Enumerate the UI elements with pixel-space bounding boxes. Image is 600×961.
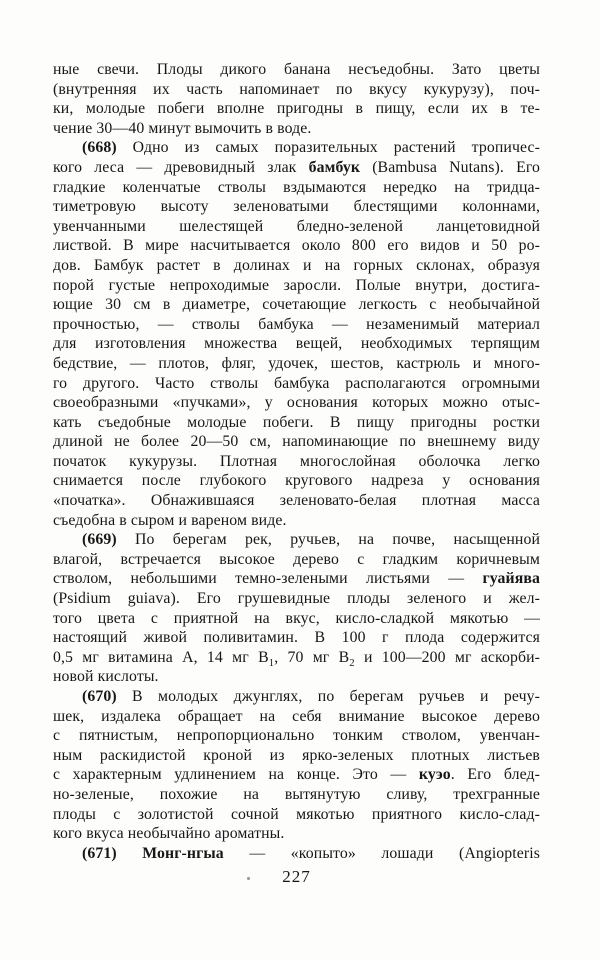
text-line xyxy=(53,707,540,727)
text-line xyxy=(53,628,540,648)
text-segment: го другого. Часто стволы бамбука располагаются огромными xyxy=(53,374,540,392)
text-line xyxy=(53,60,540,80)
text-segment: прочностью, — стволы бамбука — незаменимый материал xyxy=(53,315,540,333)
text-line xyxy=(53,413,540,433)
text-segment: но-зеленые, похожие на вытянутую сливу, трехгранные xyxy=(53,785,540,803)
subscript-text: 1 xyxy=(268,656,275,668)
text-line xyxy=(53,844,540,864)
text-line xyxy=(53,550,540,570)
text-segment: влагой, встречается высокое дерево с гладким коричневым xyxy=(53,550,540,568)
text-segment: листвой. В мире насчитывается около 800 его видов и 50 ро- xyxy=(53,237,540,255)
text-segment: съедобна в сыром и вареном виде. xyxy=(53,511,287,529)
text-line xyxy=(53,530,540,550)
bold-text: куэо xyxy=(418,766,451,784)
text-segment: , 70 мг В xyxy=(274,648,350,666)
text-segment: ющие 30 см в диаметре, сочетающие легкость с необычайной xyxy=(53,296,540,314)
text-line xyxy=(53,569,540,589)
subscript-text: 2 xyxy=(349,656,355,668)
text-segment: стволом, небольшими темно-зелеными листьями — xyxy=(53,570,483,588)
text-line xyxy=(53,276,540,296)
text-line xyxy=(53,471,540,491)
text-line xyxy=(53,491,540,511)
text-segment: гладкие коленчатые стволы вздымаются нередко на тридца- xyxy=(53,178,540,196)
text-line xyxy=(53,138,540,158)
text-line xyxy=(53,217,540,237)
text-line xyxy=(53,452,540,472)
text-segment: бедствие, — плотов, фляг, удочек, шестов, кастрюль и много- xyxy=(53,354,540,372)
text-line xyxy=(53,393,540,413)
bold-text: (671) Монг-нгыа xyxy=(82,844,224,862)
text-line xyxy=(53,785,540,805)
text-line xyxy=(53,726,540,746)
text-line xyxy=(53,648,540,668)
text-line xyxy=(53,334,540,354)
bold-text: бамбук xyxy=(308,158,361,176)
text-segment: для изготовления множества вещей, необходимых терпящим xyxy=(53,335,540,353)
text-segment: настоящий живой поливитамин. В 100 г плода содержится xyxy=(53,629,540,647)
text-segment: тиметровую высоту зеленоватыми блестящими колоннами, xyxy=(53,198,540,216)
bold-text: (670) xyxy=(82,688,133,705)
text-segment: (Psidium guiava). Его грушевидные плоды зеленого и жел- xyxy=(53,590,540,608)
text-line xyxy=(53,746,540,766)
text-line xyxy=(53,236,540,256)
text-segment: плоды с золотистой сочной мякотью приятного кисло-слад- xyxy=(53,805,540,823)
text-segment: с характерным удлинением на конце. Это — xyxy=(53,766,419,784)
text-segment: того цвета с приятной на вкус, кисло-сладкой мякотью — xyxy=(53,609,540,627)
text-segment: (внутренняя их часть напоминает по вкусу кукурузу), поч- xyxy=(53,80,540,98)
bold-text: гуайява xyxy=(482,570,540,588)
text-line xyxy=(53,687,540,707)
text-segment: Одно из самых поразительных растений тропичес- xyxy=(132,139,540,157)
text-segment: дов. Бамбук растет в долинах и на горных склонах, образуя xyxy=(53,256,540,274)
text-line xyxy=(53,178,540,198)
text-segment: порой густые непроходимые заросли. Полые внутри, достига- xyxy=(53,276,540,294)
text-segment: ным раскидистой кроной из ярко-зеленых плотных листьев xyxy=(53,746,540,764)
text-line xyxy=(53,99,540,119)
text-line xyxy=(53,80,540,100)
text-line xyxy=(53,354,540,374)
text-line xyxy=(53,256,540,276)
text-segment: кого вкуса необычайно ароматны. xyxy=(53,825,285,843)
text-segment: увенчанными шелестящей бледно-зеленой ланцетовидной xyxy=(53,217,540,235)
text-segment: и 100—200 мг аскорби- xyxy=(354,648,540,666)
text-block xyxy=(53,60,540,863)
text-segment: шек, издалека обращает на себя внимание высокое дерево xyxy=(53,707,540,725)
text-line xyxy=(53,765,540,785)
text-segment: чение 30—40 минут вымочить в воде. xyxy=(53,119,312,137)
text-line xyxy=(53,589,540,609)
text-segment: кать съедобные молодые побеги. В пищу пригодны ростки xyxy=(53,413,540,431)
text-segment: (Bambusa Nutans). Его xyxy=(360,158,540,176)
text-line xyxy=(53,295,540,315)
text-line xyxy=(53,805,540,825)
text-line xyxy=(53,432,540,452)
text-segment: снимается после глубокого кругового надреза у основания xyxy=(53,472,540,490)
page-number: 227 xyxy=(282,867,311,886)
text-segment: ки, молодые побеги вполне пригодны в пищу, если их в те- xyxy=(53,100,540,118)
text-segment: кого леса — древовидный злак xyxy=(53,158,309,176)
text-line xyxy=(53,824,540,844)
text-segment: початок кукурузы. Плотная многослойная оболочка легко xyxy=(53,452,540,470)
text-segment: — «копыто» лошади (Angiopteris xyxy=(223,844,540,862)
text-segment: с пятнистым, непропорционально тонким стволом, увенчан- xyxy=(53,727,540,745)
text-segment: длиной не более 20—50 см, напоминающие по внешнему виду xyxy=(53,433,540,451)
bold-text: (669) xyxy=(82,531,136,549)
text-segment: новой кислоты. xyxy=(53,668,159,686)
text-line xyxy=(53,119,540,139)
text-segment: своеобразными «пучками», у основания которых можно отыс- xyxy=(53,394,540,412)
text-segment: . Его блед- xyxy=(450,766,540,784)
text-segment: «початка». Обнажившаяся зеленовато-белая плотная масса xyxy=(53,492,540,510)
text-line xyxy=(53,315,540,335)
text-line xyxy=(53,667,540,687)
bold-text: (668) xyxy=(82,139,133,157)
text-line xyxy=(53,197,540,217)
text-line xyxy=(53,374,540,394)
text-line xyxy=(53,609,540,629)
text-segment: В молодых джунглях, по берегам ручьев и речу- xyxy=(132,688,540,705)
text-segment: ные свечи. Плоды дикого банана несъедобны. Зато цветы xyxy=(53,61,540,78)
text-segment: 0,5 мг витамина А, 14 мг В xyxy=(53,648,269,666)
text-line xyxy=(53,511,540,531)
text-segment: По берегам рек, ручьев, на почве, насыщенной xyxy=(135,531,540,549)
text-line xyxy=(53,158,540,178)
